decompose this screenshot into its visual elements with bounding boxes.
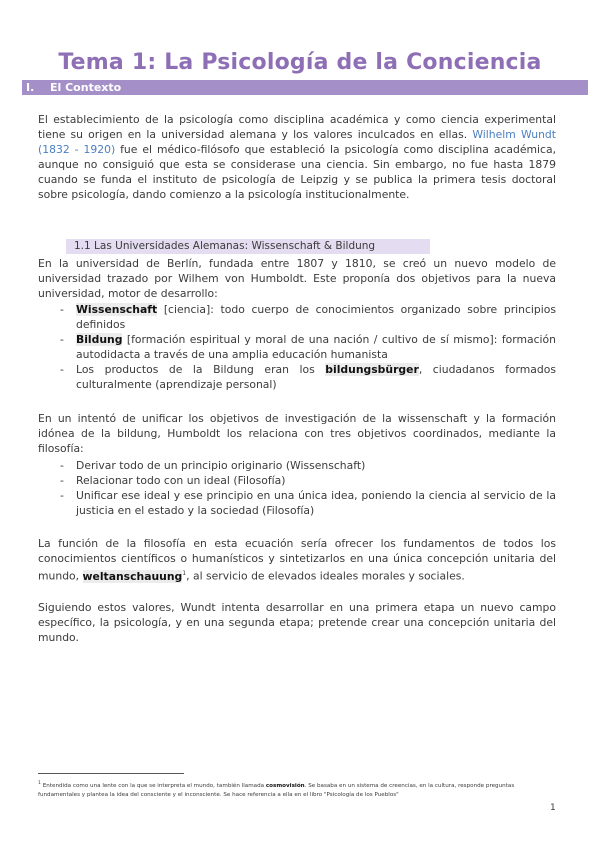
list-item: - Unificar ese ideal y ese principio en una única idea, poniendo la ciencia al servicio de la justicia en el estado y la sociedad (Filosofía) [56,488,556,518]
objectives-list [56,302,556,392]
section-heading [22,80,588,95]
term-wissenschaft: Wissenschaft [76,303,158,316]
term-bildung: Bildung [76,333,123,346]
term-cosmovision: cosmovisión [265,782,305,789]
list-item [56,332,556,362]
list-item [56,362,556,392]
philosophy-text-before: La función de la filosofía en esta ecuación sería ofrecer los fundamentos de todos los conocimientos científicos o humanísticos y sintetizarlos en una única concepción unitaria del mundo, [38,537,556,583]
footnote-marker: 1 [38,781,41,786]
humboldt-paragraph: En un intentó de unificar los objetivos de investigación de la wissenschaft y la formación idónea de la bildung, Humboldt los relaciona con tres objetivos coordinados, mediante la filosofía: [38,412,556,455]
objective-text: [formación espiritual y moral de una nación / cultivo de sí mismo]: formación autodidacta a través de una amplia educación humanista [76,333,556,361]
objective-text-after: , ciudadanos formados culturalmente (aprendizaje personal) [76,363,556,391]
objective-text-before: Los productos de la Bildung eran los [76,363,315,376]
intro-paragraph [38,112,556,202]
section-label: El Contexto [50,81,122,94]
footnote-ref[interactable]: 1 [182,570,187,577]
page-title: Tema 1: La Psicología de la Conciencia [58,50,542,75]
coordinated-objectives-list [56,458,556,518]
subsection-heading: 1.1 Las Universidades Alemanas: Wissenschaft & Bildung [66,239,430,254]
intro-text-1: El establecimiento de la psicología como disciplina académica y como ciencia experimental tiene su origen en la universidad alemana y los valores inculcados en ellas. [38,113,556,141]
berlin-paragraph: En la universidad de Berlín, fundada entre 1807 y 1810, se creó un nuevo modelo de universidad trazado por Wilhem von Humboldt. Este proponía dos objetivos para la nueva universidad, motor de desarrollo: [38,257,556,300]
philosophy-paragraph [38,536,556,584]
footnote [38,779,558,800]
list-item: - Relacionar todo con un ideal (Filosofía) [56,473,556,488]
footnote-divider [38,773,184,774]
footnote-text-before: Entendida como una lente con la que se interpreta el mundo, también llamada [42,782,265,789]
page-number: 1 [550,803,556,813]
philosophy-text-after: , al servicio de elevados ideales morales y sociales. [186,569,465,583]
wundt-link[interactable]: Wilhelm Wundt (1832 - 1920) [38,128,557,156]
list-item [56,302,556,332]
term-weltanschauung: weltanschauung [82,569,183,583]
term-bildungsburger: bildungsbürger [325,363,419,376]
footnote-text-after: . Se basaba en un sistema de creencias, en la cultura, responde preguntas fundamentales y plantea la idea del consciente y el inconsciente. Se hace referencia a ella en el libro "Psicología de los Pueblos" [38,782,515,798]
section-number: I. [26,81,35,94]
wundt-paragraph: Siguiendo estos valores, Wundt intenta desarrollar en una primera etapa un nuevo campo específico, la psicología, y en una segunda etapa; pretende crear una concepción unitaria del mundo. [38,601,556,644]
list-item: - Derivar todo de un principio originario (Wissenschaft) [56,458,556,473]
intro-text-2: fue el médico-filósofo que estableció la psicología como disciplina académica, aunque no consiguió que esta se considerase una ciencia. Sin embargo, no fue hasta 1879 cuando se funda el instituto de psicología de Leipzig y se publica la primera tesis doctoral sobre psicología, dando comienzo a la psicología institucionalmente. [38,143,557,201]
objective-text: [ciencia]: todo cuerpo de conocimientos organizado sobre principios definidos [76,303,557,331]
